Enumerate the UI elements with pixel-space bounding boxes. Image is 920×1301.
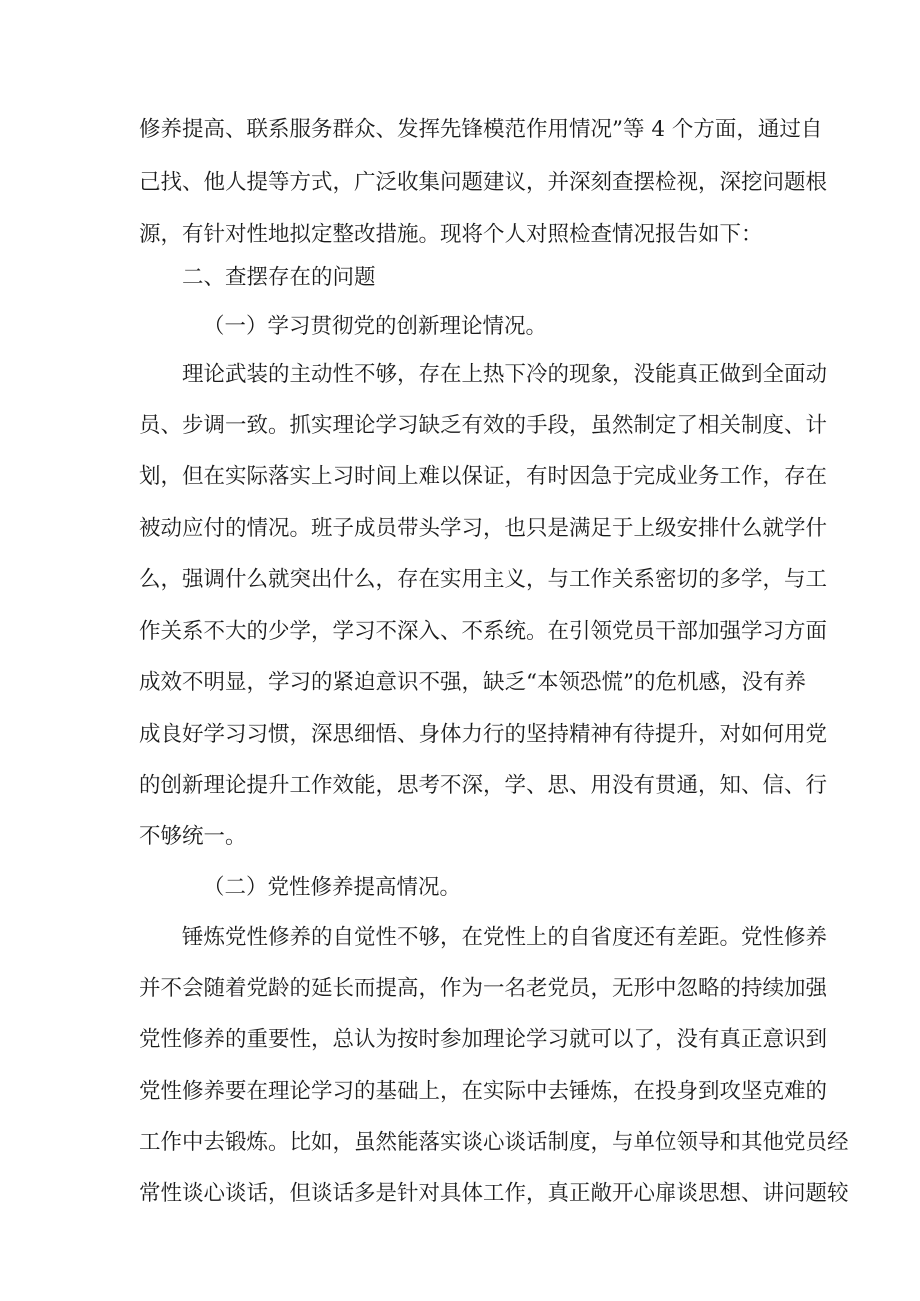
paragraph-line: 锤炼党性修养的自觉性不够，在党性上的自省度还有差距。党性修养 [182, 925, 828, 950]
paragraph-line: 么，强调什么就突出什么，存在实用主义，与工作关系密切的多学，与工 [139, 567, 828, 592]
paragraph-line: 的创新理论提升工作效能，思考不深，学、思、用没有贯通，知、信、行 [139, 773, 828, 798]
paragraph-line: 党性修养要在理论学习的基础上，在实际中去锤炼，在投身到攻坚克难的 [139, 1079, 828, 1104]
intro-line: 源，有针对性地拟定整改措施。现将个人对照检查情况报告如下： [139, 222, 763, 247]
paragraph-line: 常性谈心谈话，但谈话多是针对具体工作，真正敞开心扉谈思想、讲问题较 [139, 1181, 849, 1206]
paragraph-line: 划，但在实际落实上习时间上难以保证，有时因急于完成业务工作，存在 [139, 464, 828, 489]
paragraph-line: 作关系不大的少学，学习不深入、不系统。在引领党员干部加强学习方面 [139, 619, 828, 644]
paragraph-line: 成良好学习习惯，深思细悟、身体力行的坚持精神有待提升，对如何用党 [139, 722, 828, 747]
intro-line: 己找、他人提等方式，广泛收集问题建议，并深刻查摆检视，深挖问题根 [139, 170, 828, 195]
paragraph-line: 并不会随着党龄的延长而提高，作为一名老党员，无形中忽略的持续加强 [139, 976, 828, 1001]
paragraph-line: 党性修养的重要性，总认为按时参加理论学习就可以了，没有真正意识到 [139, 1027, 828, 1052]
paragraph-line: 被动应付的情况。班子成员带头学习，也只是满足于上级安排什么就学什 [139, 516, 828, 541]
paragraph-line: 成效不明显，学习的紧迫意识不强，缺乏“本领恐慌”的危机感，没有养 [139, 670, 806, 695]
intro-line: 修养提高、联系服务群众、发挥先锋模范作用情况”等 4 个方面，通过自 [139, 117, 823, 142]
subsection-heading: （二）党性修养提高情况。 [203, 875, 462, 900]
paragraph-line: 员、步调一致。抓实理论学习缺乏有效的手段，虽然制定了相关制度、计 [139, 413, 828, 438]
paragraph-line: 理论武装的主动性不够，存在上热下冷的现象，没能真正做到全面动 [182, 362, 828, 387]
section-heading: 二、查摆存在的问题 [182, 265, 376, 290]
paragraph-line: 不够统一。 [139, 824, 247, 849]
paragraph-line: 工作中去锻炼。比如，虽然能落实谈心谈话制度，与单位领导和其他党员经 [139, 1130, 849, 1155]
subsection-heading: （一）学习贯彻党的创新理论情况。 [203, 314, 548, 339]
